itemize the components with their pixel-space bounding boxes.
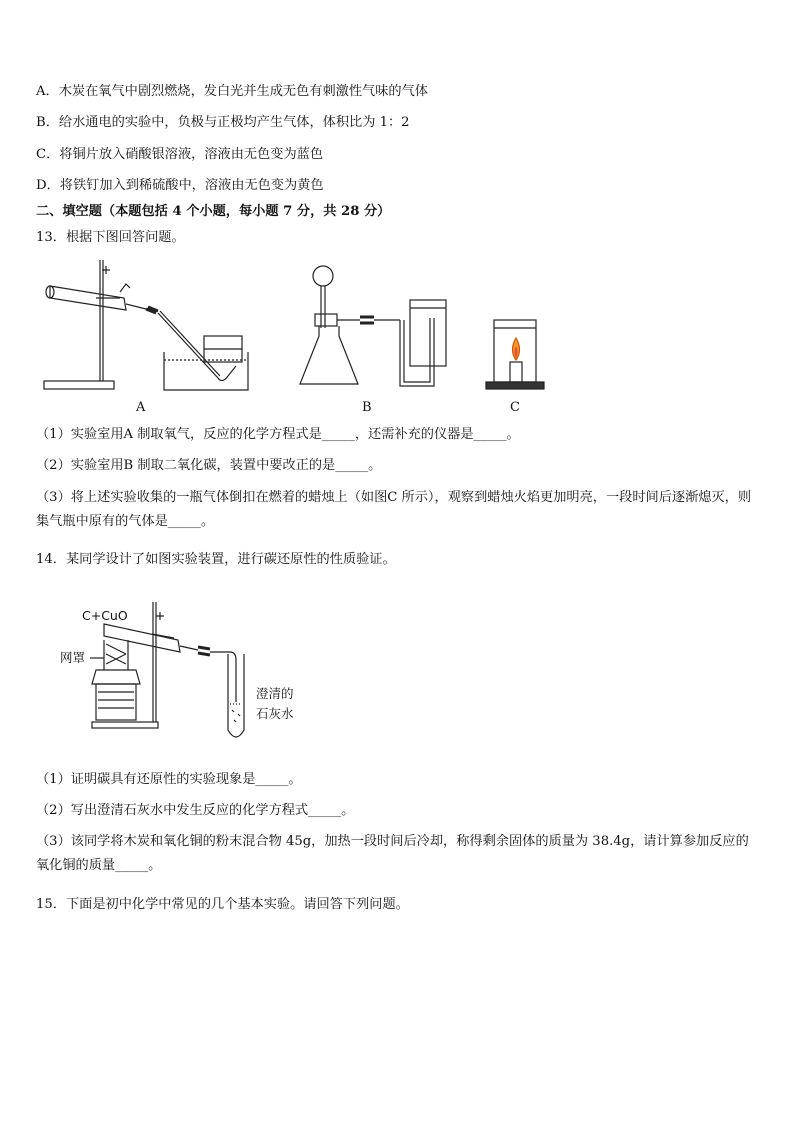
option-c: C．将铜片放入硝酸银溶液，溶液由无色变为蓝色 xyxy=(36,147,324,162)
q13-stem: 13．根据下图回答问题。 xyxy=(36,230,185,245)
q13-part2: （2）实验室用B 制取二氧化碳，装置中要改正的是_____。 xyxy=(36,458,382,473)
q14-figure xyxy=(56,600,316,746)
apparatus-c xyxy=(486,320,544,389)
label-reactants: C+CuO xyxy=(82,608,128,623)
label-limewater-2: 石灰水 xyxy=(256,706,294,721)
fig-label-a: A xyxy=(136,400,146,415)
q14-stem: 14．某同学设计了如图实验装置，进行碳还原性的性质验证。 xyxy=(36,552,396,567)
fig-label-b: B xyxy=(362,400,372,415)
option-d: D．将铁钉加入到稀硫酸中，溶液由无色变为黄色 xyxy=(36,178,324,193)
label-limewater-1: 澄清的 xyxy=(256,686,294,701)
q14-part1: （1）证明碳具有还原性的实验现象是_____。 xyxy=(36,772,302,787)
option-a: A．木炭在氧气中剧烈燃烧，发白光并生成无色有刺激性气味的气体 xyxy=(36,84,428,99)
q13-part3: （3）将上述实验收集的一瓶气体倒扣在燃着的蜡烛上（如图C 所示），观察到蜡烛火焰更加明亮，一段时间后逐渐熄灭，则集气瓶中原有的气体是_____。 xyxy=(36,490,752,529)
q14-part2: （2）写出澄清石灰水中发生反应的化学方程式_____。 xyxy=(36,803,355,818)
option-b: B．给水通电的实验中，负极与正极均产生气体，体积比为 1：2 xyxy=(36,115,410,130)
q13-figure xyxy=(36,256,556,420)
q15-stem: 15．下面是初中化学中常见的几个基本实验。请回答下列问题。 xyxy=(36,897,409,912)
section-heading: 二、填空题（本题包括 4 个小题，每小题 7 分，共 28 分） xyxy=(36,204,391,219)
apparatus-b xyxy=(300,266,446,386)
fig-label-c: C xyxy=(510,400,520,415)
apparatus-a xyxy=(44,260,248,390)
label-gauze: 网罩 xyxy=(60,650,86,665)
q14-part3: （3）该同学将木炭和氧化铜的粉末混合物 45g，加热一段时间后冷却，称得剩余固体的质量为 38.4g，请计算参加反应的氧化铜的质量_____。 xyxy=(36,834,749,873)
q13-part1: （1）实验室用A 制取氧气，反应的化学方程式是_____，还需补充的仪器是_____。 xyxy=(36,427,520,442)
